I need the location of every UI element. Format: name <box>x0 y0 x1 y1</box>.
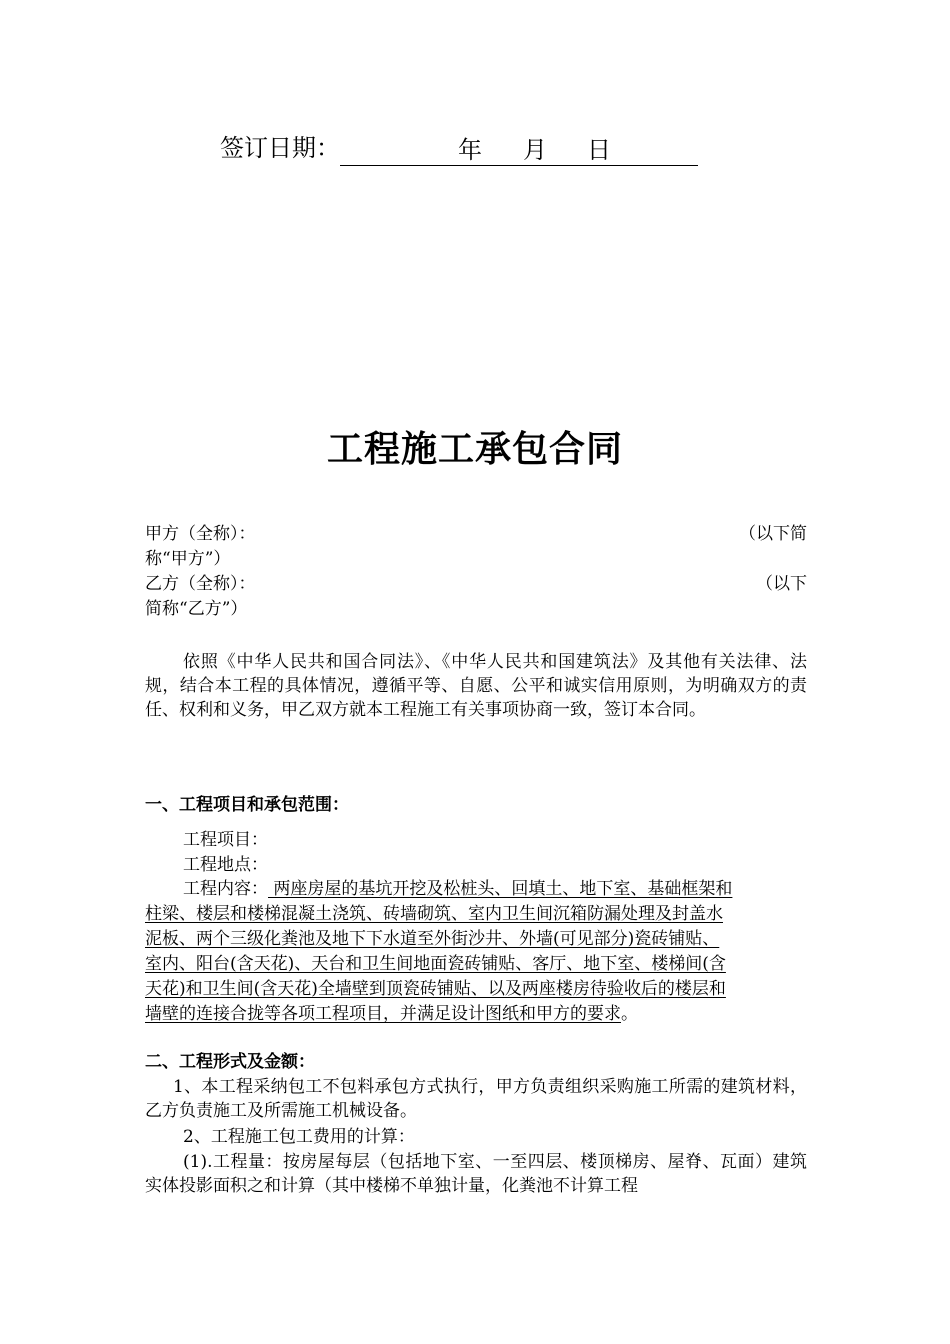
document-title: 工程施工承包合同 <box>326 428 623 470</box>
content-end: 。 <box>621 1004 638 1024</box>
content-line-6 <box>145 1002 807 1026</box>
section-2-heading: 二、工程形式及金额： <box>145 1052 315 1072</box>
content-text-1: 两座房屋的基坑开挖及松桩头、回填土、地下室、基础框架和 <box>268 879 733 899</box>
section-2-item-1: 1、本工程采纳包工不包料承包方式执行，甲方负责组织采购施工所需的建筑材料，乙方负责施工及所需施工机械设备。 <box>145 1077 807 1121</box>
content-line-2: 柱梁、楼层和楼梯混凝土浇筑、砖墙砌筑、室内卫生间沉箱防漏处理及封盖水 <box>145 904 723 924</box>
section-2-item-2-1: (1).工程量：按房屋每层（包括地下室、一至四层、楼顶梯房、屋脊、瓦面）建筑实体投影面积之和计算（其中楼梯不单独计量，化粪池不计算工程 <box>145 1152 807 1196</box>
party-a-suffix-1: （以下简 <box>739 524 807 544</box>
party-b-suffix-2: 简称“乙方”） <box>145 599 248 619</box>
site-label: 工程地点： <box>183 855 268 875</box>
party-a-line-2 <box>145 547 807 571</box>
section-1-heading: 一、工程项目和承包范围： <box>145 795 349 815</box>
sign-date-line <box>220 130 698 166</box>
sign-date-blank <box>340 135 698 166</box>
party-a-line-1 <box>145 522 807 546</box>
year-label: 年 <box>458 136 482 164</box>
party-b-suffix-1: （以下 <box>756 574 807 594</box>
party-b-line-2 <box>145 597 807 621</box>
party-a-suffix-2: 称“甲方”） <box>145 549 231 569</box>
party-b-line-1 <box>145 572 807 596</box>
party-b-label: 乙方（全称）： <box>145 574 256 594</box>
month-label: 月 <box>523 136 547 164</box>
project-label: 工程项目： <box>183 830 268 850</box>
day-label: 日 <box>587 136 611 164</box>
content-label: 工程内容： <box>183 879 268 899</box>
section-2-item-2: 2、工程施工包工费用的计算： <box>183 1127 415 1147</box>
content-line-1 <box>145 877 807 901</box>
intro-paragraph: 依照《中华人民共和国合同法》、《中华人民共和国建筑法》及其他有关法律、法规，结合本工程的具体情况，遵循平等、自愿、公平和诚实信用原则，为明确双方的责任、权利和义务，甲乙双方就本工程施工有关事项协商一致，签订本合同。 <box>145 652 807 720</box>
sign-date-label: 签订日期： <box>220 134 340 162</box>
content-line-3: 泥板、两个三级化粪池及地下下水道至外街沙井、外墙(可见部分)瓷砖铺贴、 <box>145 929 720 949</box>
party-a-label: 甲方（全称）： <box>145 524 256 544</box>
content-line-5: 天花)和卫生间(含天花)全墙壁到顶瓷砖铺贴、以及两座楼房待验收后的楼层和 <box>145 979 726 999</box>
content-text-6: 墙壁的连接合拢等各项工程项目，并满足设计图纸和甲方的要求 <box>145 1004 621 1024</box>
content-line-4: 室内、阳台(含天花)、天台和卫生间地面瓷砖铺贴、客厅、地下室、楼梯间(含 <box>145 954 726 974</box>
